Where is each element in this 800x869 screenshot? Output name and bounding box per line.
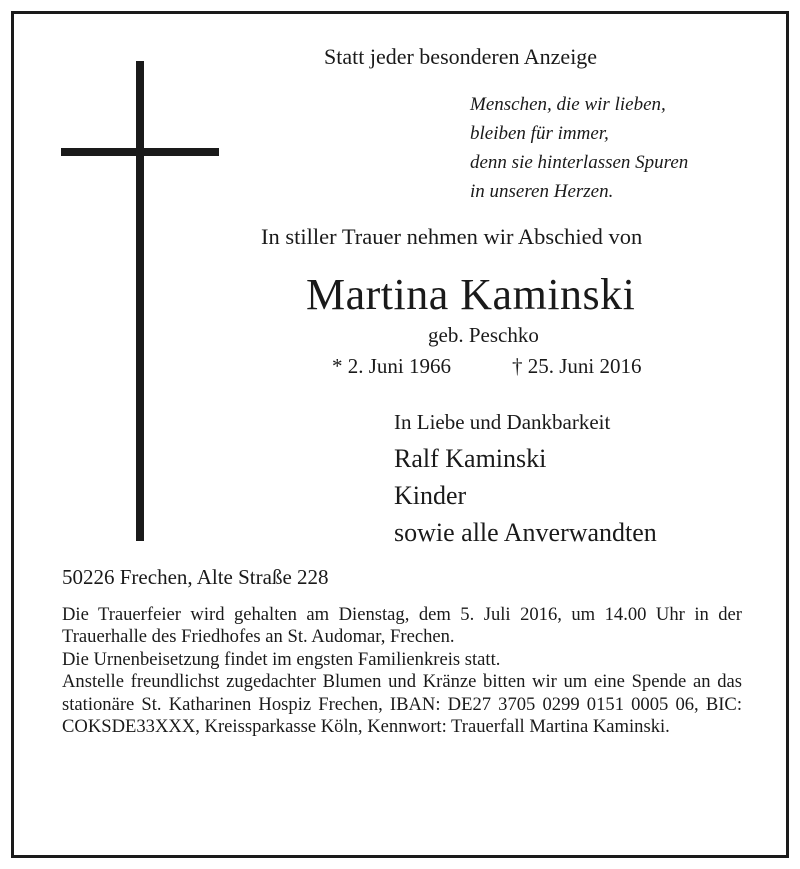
quote-line: in unseren Herzen. bbox=[470, 181, 614, 202]
birth-name: geb. Peschko bbox=[428, 323, 539, 347]
mourners-intro: In Liebe und Dankbarkeit bbox=[394, 410, 611, 434]
notice-paragraph: Die Urnenbeisetzung findet im engsten Familienkreis statt. bbox=[62, 648, 501, 670]
quote-line: Menschen, die wir lieben, bbox=[470, 94, 666, 115]
quote-line: denn sie hinterlassen Spuren bbox=[470, 152, 689, 173]
deceased-name: Martina Kaminski bbox=[306, 270, 636, 319]
notice-paragraph: Anstelle freundlichst zugedachter Blumen und Kränze bitten wir um eine Spende an das stationäre St. Katharinen Hospiz Frechen, IBAN: DE27 3705 0299 0151 0005 06, BIC: COKSDE33XXX, Kreissparkasse Köln, Kennwort: Trauerfall Martina Kaminski. bbox=[62, 671, 742, 738]
header-text: Statt jeder besonderen Anzeige bbox=[324, 44, 598, 69]
cross-horizontal-beam bbox=[61, 148, 219, 156]
birth-date: * 2. Juni 1966 bbox=[332, 354, 452, 378]
funeral-notice bbox=[62, 604, 742, 738]
mourner-name: Ralf Kaminski bbox=[394, 444, 547, 473]
notice-paragraph: Die Trauerfeier wird gehalten am Dienstag, dem 5. Juli 2016, um 14.00 Uhr in der Trauerhalle des Friedhofes an St. Audomar, Frechen. bbox=[62, 604, 742, 648]
mourner-name: sowie alle Anverwandten bbox=[394, 518, 657, 547]
quote-line: bleiben für immer, bbox=[470, 123, 609, 144]
farewell-intro: In stiller Trauer nehmen wir Abschied von bbox=[261, 224, 643, 249]
memorial-quote bbox=[470, 90, 688, 206]
family-address: 50226 Frechen, Alte Straße 228 bbox=[62, 565, 329, 589]
cross-vertical-beam bbox=[136, 61, 144, 541]
death-date: † 25. Juni 2016 bbox=[512, 354, 642, 378]
mourner-name: Kinder bbox=[394, 481, 467, 510]
